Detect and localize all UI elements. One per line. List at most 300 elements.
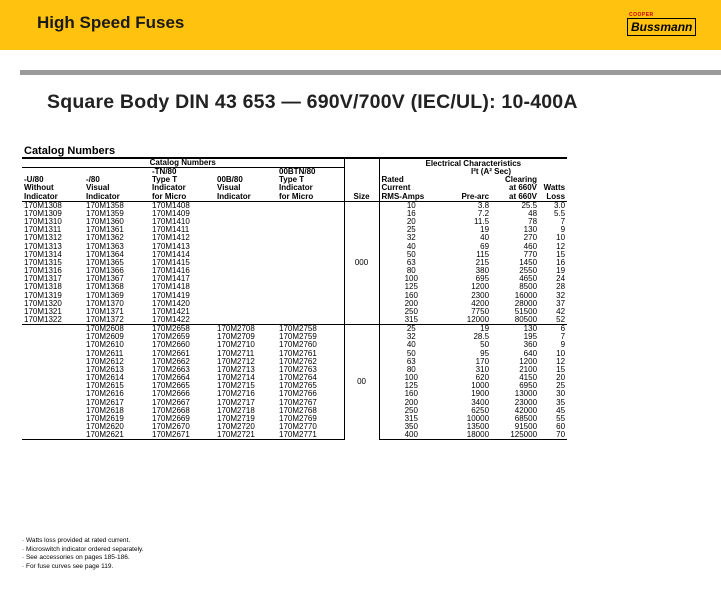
table-cell: 170M2717 [217, 398, 255, 407]
table-cell [215, 251, 277, 259]
table-cell: 100 [404, 275, 418, 284]
table-cell: 170M1312 [24, 234, 62, 243]
table-cell: 170M1367 [86, 275, 124, 284]
table-cell: 170M2718 [217, 406, 255, 415]
catalog-table-body [22, 201, 567, 440]
table-cell: 170M2761 [279, 349, 317, 358]
table-cell: 170M2714 [217, 374, 255, 383]
table-cell: 20 [406, 218, 416, 227]
table-cell: 170M2614 [86, 374, 124, 383]
table-cell: 170M2711 [217, 349, 255, 358]
table-cell: 620 [475, 374, 490, 383]
table-cell [22, 325, 84, 334]
table-cell [22, 423, 84, 431]
col-00btn80-l3: Indicator [279, 184, 313, 193]
table-row [22, 431, 567, 440]
logo-brand-text: Bussmann [627, 18, 696, 36]
table-row [22, 234, 567, 242]
table-cell: 170M1413 [152, 242, 190, 251]
table-cell: 315 [404, 414, 418, 423]
table-cell: 51500 [514, 307, 538, 316]
table-cell: 28000 [514, 299, 538, 308]
table-row [22, 308, 567, 316]
table-cell: 170M1370 [86, 299, 124, 308]
table-cell: 170M1421 [152, 307, 190, 316]
table-cell: 170M1422 [152, 315, 190, 324]
table-cell: 19 [480, 226, 490, 235]
table-cell: 170M1360 [86, 218, 124, 227]
table-row [22, 218, 567, 226]
table-cell: 7 [560, 333, 566, 342]
table-row [22, 374, 567, 382]
table-cell: 3.8 [477, 201, 490, 210]
page-title: Square Body DIN 43 653 — 690V/700V (IEC/UL): 10-400A [47, 91, 578, 113]
table-cell: 125 [404, 283, 418, 292]
table-row [22, 350, 567, 358]
table-cell: 170M2721 [215, 431, 277, 440]
footnote: · For fuse curves see page 119. [22, 562, 114, 570]
table-cell: 160 [404, 390, 418, 399]
table-cell: 15 [556, 365, 566, 374]
table-cell: 170M2663 [152, 365, 190, 374]
divider-rule [20, 70, 721, 75]
table-cell: 6250 [471, 406, 490, 415]
table-cell: 19 [556, 267, 566, 276]
table-cell: 25 [556, 382, 566, 391]
i2t-group-header: I²t (A² Sec) [471, 167, 512, 177]
table-cell: 16 [556, 258, 566, 267]
table-cell: 170M1409 [152, 209, 190, 218]
page-header-title: High Speed Fuses [37, 13, 185, 32]
table-cell: 170M1414 [152, 250, 190, 259]
table-cell: 125 [404, 382, 418, 391]
table-cell: 10 [406, 201, 416, 210]
table-cell: 170M1371 [86, 307, 124, 316]
table-cell: 23000 [514, 398, 538, 407]
table-cell [277, 275, 344, 283]
table-cell: 170M2710 [217, 341, 255, 350]
table-cell: 695 [475, 275, 490, 284]
table-cell: 640 [523, 349, 538, 358]
table-cell [22, 358, 84, 366]
table-cell: 170M2765 [279, 382, 317, 391]
table-row [22, 251, 567, 259]
table-cell: 170M2612 [86, 357, 124, 366]
table-cell [215, 201, 277, 210]
table-cell: 170M2613 [86, 365, 124, 374]
table-cell: 770 [523, 250, 538, 259]
table-cell: 42 [556, 307, 566, 316]
table-cell: 35 [556, 398, 566, 407]
table-cell: 170M1364 [86, 250, 124, 259]
table-cell: 170M2618 [86, 406, 124, 415]
table-cell: 170M2611 [86, 349, 124, 358]
table-row [22, 366, 567, 374]
table-cell: 80500 [514, 315, 538, 324]
table-row [22, 259, 567, 267]
table-cell: 170M2766 [279, 390, 317, 399]
table-cell: 160 [404, 291, 418, 300]
table-cell: 80 [406, 267, 416, 276]
table-cell: 115 [476, 250, 490, 259]
catalog-table-wrapper [22, 157, 567, 440]
col-80-l1: -/80 [86, 176, 100, 185]
table-cell: 170M1315 [24, 258, 62, 267]
table-cell: 50 [406, 349, 416, 358]
table-cell [215, 316, 277, 325]
table-cell: 80 [406, 365, 416, 374]
table-cell: 91500 [514, 423, 538, 431]
table-cell: 170M1417 [152, 275, 190, 284]
table-cell: 400 [379, 431, 443, 440]
table-cell: 170M2713 [217, 365, 255, 374]
table-cell [22, 366, 84, 374]
table-cell: 32 [406, 333, 416, 342]
table-cell: 125000 [491, 431, 539, 440]
section-label: Catalog Numbers [24, 145, 116, 157]
table-cell: 380 [475, 267, 490, 276]
table-cell: 50 [480, 341, 490, 350]
table-cell: 68500 [514, 414, 538, 423]
table-cell: 170M1321 [24, 307, 62, 316]
table-cell [277, 251, 344, 259]
table-cell: 55 [556, 414, 566, 423]
table-cell: 16000 [514, 291, 538, 300]
table-cell: 170M1412 [152, 234, 190, 243]
col-00btn80-l1: 00BTN/80 [279, 167, 316, 177]
footnotes [22, 537, 144, 571]
col-u80-l1: -U/80 [24, 176, 44, 185]
table-cell: 170M2621 [84, 431, 150, 440]
table-cell: 170M1365 [86, 258, 124, 267]
table-cell [22, 399, 84, 407]
table-cell: 1200 [471, 283, 490, 292]
table-cell: 310 [475, 365, 490, 374]
table-cell: 1000 [471, 382, 490, 391]
table-cell: 170M1359 [86, 209, 124, 218]
table-cell: 215 [475, 258, 490, 267]
table-cell [215, 259, 277, 267]
table-cell [277, 259, 344, 267]
table-cell: 170M1415 [152, 258, 190, 267]
col-rated-l2: Current [381, 184, 411, 193]
table-cell: 170M2615 [86, 382, 124, 391]
col-watts-l1: Watts [543, 184, 566, 193]
table-cell: 360 [523, 341, 538, 350]
table-cell: 9 [560, 341, 566, 350]
table-row [22, 333, 567, 341]
table-cell: 170M2760 [279, 341, 317, 350]
footnote: · Microswitch indicator ordered separately. [22, 545, 144, 553]
table-cell: 30 [556, 390, 566, 399]
table-cell [215, 210, 277, 218]
table-cell: 170M1372 [86, 315, 124, 324]
table-cell: 3.0 [553, 201, 566, 210]
table-cell: 170M1362 [86, 234, 124, 243]
table-cell: 170M2610 [86, 341, 124, 350]
table-cell: 10 [556, 349, 566, 358]
size-cell: 000 [344, 201, 379, 324]
table-cell [277, 218, 344, 226]
table-cell: 170M2758 [277, 325, 344, 334]
table-cell: 200 [404, 299, 418, 308]
footnote: · Watts loss provided at rated current. [22, 537, 131, 544]
table-cell: 170M2763 [279, 365, 317, 374]
col-prearc: Pre-arc [443, 193, 491, 202]
table-cell [277, 267, 344, 275]
table-cell: 170M1368 [86, 283, 124, 292]
col-80-l3: Indicator [84, 193, 150, 202]
table-cell: 170M1358 [86, 201, 124, 210]
col-watts-l2: Loss [539, 193, 567, 202]
table-cell: 13000 [514, 390, 538, 399]
table-cell: 170M2767 [279, 398, 317, 407]
table-cell [215, 267, 277, 275]
table-cell [22, 431, 84, 440]
col-rated-l3: RMS-Amps [379, 193, 443, 202]
table-row [22, 316, 567, 325]
table-cell: 4150 [519, 374, 538, 383]
electrical-group-header: Electrical Characteristics [379, 158, 567, 168]
table-cell: 170M2662 [152, 357, 190, 366]
table-cell: 170M1309 [24, 209, 62, 218]
table-cell: 7.2 [477, 209, 490, 218]
table-cell: 10000 [466, 414, 490, 423]
table-cell: 170M2666 [152, 390, 190, 399]
table-cell: 95 [480, 349, 490, 358]
table-cell: 24 [556, 275, 566, 284]
table-cell: 10 [556, 234, 566, 243]
table-cell: 50 [406, 250, 416, 259]
table-cell: 170M2771 [277, 431, 344, 440]
table-cell: 170M2608 [84, 325, 150, 334]
table-cell [22, 333, 84, 341]
table-cell: 40 [480, 234, 490, 243]
table-cell: 40 [406, 242, 416, 251]
table-row [22, 382, 567, 390]
table-cell: 170M1410 [152, 218, 190, 227]
table-cell: 2300 [471, 291, 490, 300]
table-cell: 13500 [466, 423, 490, 431]
table-cell: 170M2661 [152, 349, 190, 358]
table-cell [215, 308, 277, 316]
table-cell: 42000 [514, 406, 538, 415]
table-cell: 6950 [519, 382, 538, 391]
table-cell: 170M2716 [217, 390, 255, 399]
table-cell: 170M2658 [150, 325, 215, 334]
table-cell: 4200 [471, 299, 490, 308]
logo-cooper-text: COOPER [629, 12, 654, 18]
col-00b80-l1: 00B/80 [217, 176, 243, 185]
col-tn80-l4: for Micro [150, 193, 215, 202]
table-cell: 170M2708 [215, 325, 277, 334]
table-cell [277, 292, 344, 300]
table-cell: 170M2759 [279, 333, 317, 342]
table-cell: 170M2719 [217, 414, 255, 423]
table-cell: 9 [560, 226, 566, 235]
table-cell: 170M2617 [86, 398, 124, 407]
col-00b80-l3: Indicator [215, 193, 277, 202]
table-cell: 45 [556, 406, 566, 415]
col-tn80-l3: Indicator [152, 184, 186, 193]
table-cell [215, 234, 277, 242]
table-cell: 170M2764 [279, 374, 317, 383]
table-cell: 315 [404, 315, 418, 324]
table-cell [22, 407, 84, 415]
bussmann-logo [627, 12, 711, 42]
table-cell: 170M2671 [150, 431, 215, 440]
table-cell: 170M1361 [86, 226, 124, 235]
table-cell: 2100 [519, 365, 538, 374]
table-cell [215, 218, 277, 226]
table-cell: 12 [556, 242, 566, 251]
table-cell: 63 [406, 357, 416, 366]
table-row [22, 267, 567, 275]
table-cell: 25 [379, 325, 443, 334]
table-cell: 48 [528, 209, 538, 218]
col-clearing-l1: Clearing [505, 176, 538, 185]
col-80-l2: Visual [86, 184, 110, 193]
table-cell [277, 308, 344, 316]
table-cell: 1450 [519, 258, 538, 267]
table-cell: 18000 [443, 431, 491, 440]
table-cell: 70 [539, 431, 567, 440]
col-size: Size [344, 193, 379, 202]
table-cell [277, 283, 344, 291]
table-cell: 4650 [519, 275, 538, 284]
table-row [22, 399, 567, 407]
table-row [22, 407, 567, 415]
table-cell: 20 [556, 374, 566, 383]
table-cell: 170M1308 [24, 201, 62, 210]
table-cell: 170M1416 [152, 267, 190, 276]
table-cell: 32 [556, 291, 566, 300]
table-cell [215, 275, 277, 283]
table-cell: 350 [404, 423, 418, 431]
table-cell: 170M1319 [24, 291, 62, 300]
table-cell: 8500 [519, 283, 538, 292]
table-cell: 7 [560, 218, 566, 227]
table-cell: 5.5 [553, 209, 566, 218]
table-cell [277, 300, 344, 308]
table-cell [277, 234, 344, 242]
table-cell: 25.5 [521, 201, 538, 210]
table-row [22, 341, 567, 349]
table-cell: 40 [406, 341, 416, 350]
table-cell: 130 [491, 325, 539, 334]
table-cell [215, 226, 277, 234]
table-cell: 170M1408 [152, 201, 190, 210]
table-row [22, 226, 567, 234]
table-cell: 170M2620 [86, 423, 124, 431]
table-row [22, 201, 567, 210]
table-cell: 1200 [519, 357, 538, 366]
table-cell: 170M2715 [217, 382, 255, 391]
table-cell: 12000 [466, 315, 490, 324]
table-cell [22, 415, 84, 423]
table-cell: 170M2668 [152, 406, 190, 415]
table-cell: 100 [404, 374, 418, 383]
table-cell: 28 [556, 283, 566, 292]
table-cell: 32 [406, 234, 416, 243]
table-cell: 170M1366 [86, 267, 124, 276]
table-cell: 170M2769 [279, 414, 317, 423]
table-cell: 28.5 [473, 333, 490, 342]
table-cell: 52 [556, 315, 566, 324]
table-row [22, 415, 567, 423]
table-cell: 19 [443, 325, 491, 334]
table-cell [215, 292, 277, 300]
table-cell [215, 243, 277, 251]
table-cell: 170M2667 [152, 398, 190, 407]
col-tn80-l2: Type T [152, 176, 178, 185]
table-cell: 170M2664 [152, 374, 190, 383]
table-cell: 170M2762 [279, 357, 317, 366]
table-row [22, 325, 567, 334]
table-cell: 170M1418 [152, 283, 190, 292]
table-cell: 170M1419 [152, 291, 190, 300]
table-row [22, 292, 567, 300]
table-cell: 250 [404, 406, 418, 415]
table-cell: 60 [556, 423, 566, 431]
table-cell: 37 [556, 299, 566, 308]
table-cell: 170M1420 [152, 299, 190, 308]
table-row [22, 358, 567, 366]
table-cell: 63 [406, 258, 416, 267]
table-cell: 170M2709 [217, 333, 255, 342]
table-cell: 170M1318 [24, 283, 62, 292]
table-row [22, 275, 567, 283]
table-cell: 170M1363 [86, 242, 124, 251]
table-cell [277, 201, 344, 210]
table-cell [22, 350, 84, 358]
table-cell: 460 [523, 242, 538, 251]
catalog-table [22, 157, 567, 440]
table-cell: 170M2665 [152, 382, 190, 391]
table-row [22, 300, 567, 308]
table-cell: 16 [406, 209, 416, 218]
table-cell: 11.5 [474, 218, 490, 227]
col-tn80-l1: -TN/80 [152, 167, 177, 177]
table-row [22, 210, 567, 218]
table-cell: 270 [523, 234, 538, 243]
table-row [22, 283, 567, 291]
table-cell: 170 [475, 357, 490, 366]
table-cell: 170M1322 [24, 315, 62, 324]
table-cell [22, 341, 84, 349]
table-cell: 195 [523, 333, 538, 342]
size-cell: 00 [344, 325, 379, 440]
table-cell [277, 226, 344, 234]
table-cell: 170M2712 [217, 357, 255, 366]
col-rated-l1: Rated [381, 176, 404, 185]
table-cell: 170M2669 [152, 414, 190, 423]
table-cell [277, 210, 344, 218]
table-cell: 69 [480, 242, 490, 251]
table-cell: 170M2660 [152, 341, 190, 350]
table-row [22, 243, 567, 251]
table-cell: 170M1320 [24, 299, 62, 308]
table-cell [277, 316, 344, 325]
table-cell: 170M2770 [279, 423, 317, 431]
catalog-group-header: Catalog Numbers [22, 158, 344, 168]
table-cell: 170M2720 [217, 423, 255, 431]
table-cell: 25 [406, 226, 416, 235]
table-cell: 15 [556, 250, 566, 259]
table-cell [22, 374, 84, 382]
table-cell: 170M1317 [24, 275, 62, 284]
table-cell: 170M2768 [279, 406, 317, 415]
